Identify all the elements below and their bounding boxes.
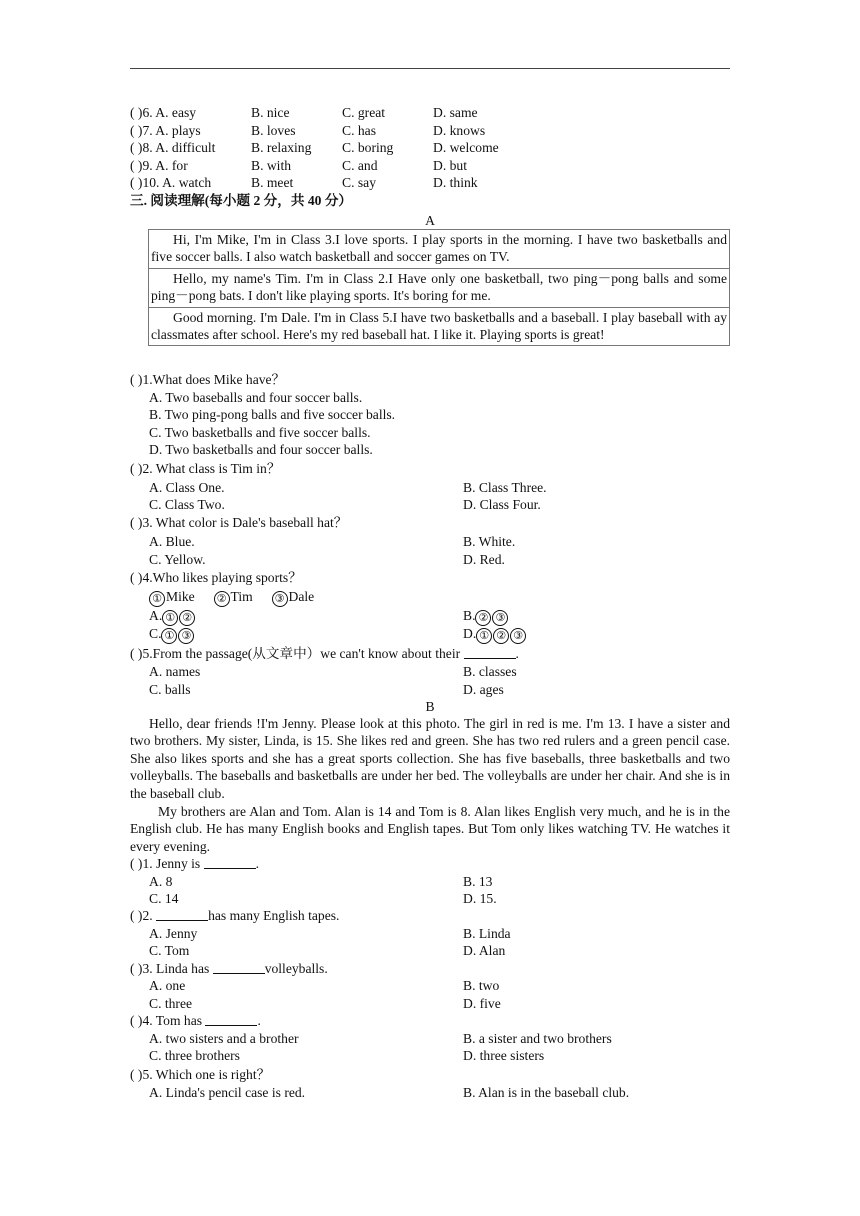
a-q1-option-b: B. Two ping-pong balls and five soccer balls. — [149, 407, 396, 422]
cloze-question-7: ( )7. A. plays B. loves C. has D. knows — [130, 123, 486, 138]
cloze-question-6: ( )6. A. easy B. nice C. great D. same — [130, 105, 478, 120]
a-q1-stem: ( )1.What does Mike have？ — [130, 372, 286, 387]
circled-two: ② — [214, 591, 230, 607]
section-heading: 三. 阅读理解(每小题 2 分，共 40 分） — [130, 193, 353, 208]
a-q4-option-b: B. ② ③ — [463, 607, 509, 626]
a-q3-option-d: D. Red. — [463, 552, 505, 567]
answer-blank — [464, 646, 516, 659]
b-q2-option-c: C. Tom — [149, 943, 190, 958]
b-q5-option-b: B. Alan is in the baseball club. — [463, 1085, 630, 1100]
b-q2-option-d: D. Alan — [463, 943, 506, 958]
b-q2-option-a: A. Jenny — [149, 926, 198, 941]
passage-a-tim: Hello, my name's Tim. I'm in Class 2.I Have only one basketball, two ping－pong balls and some ping－pong bats. I don't like playing sports. It's boring for me. — [149, 269, 729, 308]
b-q5-stem: ( )5. Which one is right？ — [130, 1067, 271, 1082]
passage-a-mike: Hi, I'm Mike, I'm in Class 3.I love sports. I play sports in the morning. I have two basketballs and five soccer balls. I also watch basketball and soccer games on TV. — [149, 230, 729, 269]
b-q2-stem: ( )2. has many English tapes. — [130, 908, 340, 923]
b-q4-option-c: C. three brothers — [149, 1048, 240, 1063]
a-q2-option-b: B. Class Three. — [463, 480, 547, 495]
b-q4-option-b: B. a sister and two brothers — [463, 1031, 612, 1046]
b-q3-stem: ( )3. Linda has volleyballs. — [130, 961, 328, 976]
header-rule — [130, 68, 730, 69]
answer-blank — [156, 908, 208, 921]
passage-b-label: B — [425, 699, 435, 714]
b-q3-option-b: B. two — [463, 978, 500, 993]
b-q3-option-a: A. one — [149, 978, 186, 993]
a-q3-stem: ( )3. What color is Dale's baseball hat？ — [130, 515, 348, 530]
a-q2-option-a: A. Class One. — [149, 480, 225, 495]
a-q5-option-d: D. ages — [463, 682, 504, 697]
passage-a-label: A — [425, 213, 435, 228]
answer-blank — [213, 961, 265, 974]
b-q3-option-c: C. three — [149, 996, 193, 1011]
cloze-question-9: ( )9. A. for B. with C. and D. but — [130, 158, 467, 173]
a-q1-option-a: A. Two baseballs and four soccer balls. — [149, 390, 363, 405]
b-q4-option-a: A. two sisters and a brother — [149, 1031, 299, 1046]
b-q1-option-a: A. 8 — [149, 874, 173, 889]
a-q2-option-c: C. Class Two. — [149, 497, 225, 512]
b-q3-option-d: D. five — [463, 996, 501, 1011]
answer-blank — [204, 856, 256, 869]
cloze-question-8: ( )8. A. difficult B. relaxing C. boring D. welcome — [130, 140, 499, 155]
a-q4-option-a: A. ① ② — [149, 607, 196, 626]
passage-a-dale: Good morning. I'm Dale. I'm in Class 5.I have two basketballs and a baseball. I play baseball with ay classmates after school. Here's my red baseball hat. I like it. Playing sports is great! — [151, 309, 727, 343]
passage-b-para-2: My brothers are Alan and Tom. Alan is 14 and Tom is 8. Alan likes English very much, and he is in the English club. He has many English books and English tapes. But Tom only likes watching TV. He watches it every evening. — [130, 804, 730, 854]
circled-one: ① — [149, 591, 165, 607]
a-q5-stem: ( )5.From the passage(从文章中）we can't know about their . — [130, 646, 519, 661]
b-q2-option-b: B. Linda — [463, 926, 511, 941]
a-q5-option-a: A. names — [149, 664, 201, 679]
a-q2-stem: ( )2. What class is Tim in？ — [130, 461, 281, 476]
circled-three: ③ — [272, 591, 288, 607]
b-q4-option-d: D. three sisters — [463, 1048, 545, 1063]
b-q5-option-a: A. Linda's pencil case is red. — [149, 1085, 306, 1100]
answer-blank — [205, 1013, 257, 1026]
a-q1-option-d: D. Two basketballs and four soccer balls. — [149, 442, 373, 457]
a-q4-stem: ( )4.Who likes playing sports？ — [130, 570, 302, 585]
b-q1-stem: ( )1. Jenny is . — [130, 856, 260, 871]
a-q2-option-d: D. Class Four. — [463, 497, 541, 512]
cloze-question-10: ( )10. A. watch B. meet C. say D. think — [130, 175, 478, 190]
a-q5-option-c: C. balls — [149, 682, 191, 697]
b-q1-option-d: D. 15. — [463, 891, 497, 906]
a-q4-option-d: D. ① ② ③ — [463, 625, 527, 644]
b-q4-stem: ( )4. Tom has . — [130, 1013, 261, 1028]
a-q3-option-b: B. White. — [463, 534, 516, 549]
a-q1-option-c: C. Two basketballs and five soccer balls. — [149, 425, 371, 440]
a-q4-people: ① Mike ② Tim ③ Dale — [149, 588, 314, 607]
a-q4-option-c: C. ① ③ — [149, 625, 195, 644]
a-q5-option-b: B. classes — [463, 664, 517, 679]
passage-a-table — [148, 229, 730, 346]
passage-b-para-1: Hello, dear friends !I'm Jenny. Please look at this photo. The girl in red is me. I'm 13. I have a sister and two brothers. My sister, Linda, is 15. She likes red and green. She has two red rulers and a green pencil case. She also likes sports and she has a great sports collection. She has five baseballs, three basketballs and two volleyballs. The baseballs and basketballs are under her bed. The volleyballs are under her chair. And she is in the baseball club. — [130, 716, 730, 801]
b-q1-option-c: C. 14 — [149, 891, 179, 906]
b-q1-option-b: B. 13 — [463, 874, 493, 889]
a-q3-option-c: C. Yellow. — [149, 552, 206, 567]
a-q3-option-a: A. Blue. — [149, 534, 195, 549]
